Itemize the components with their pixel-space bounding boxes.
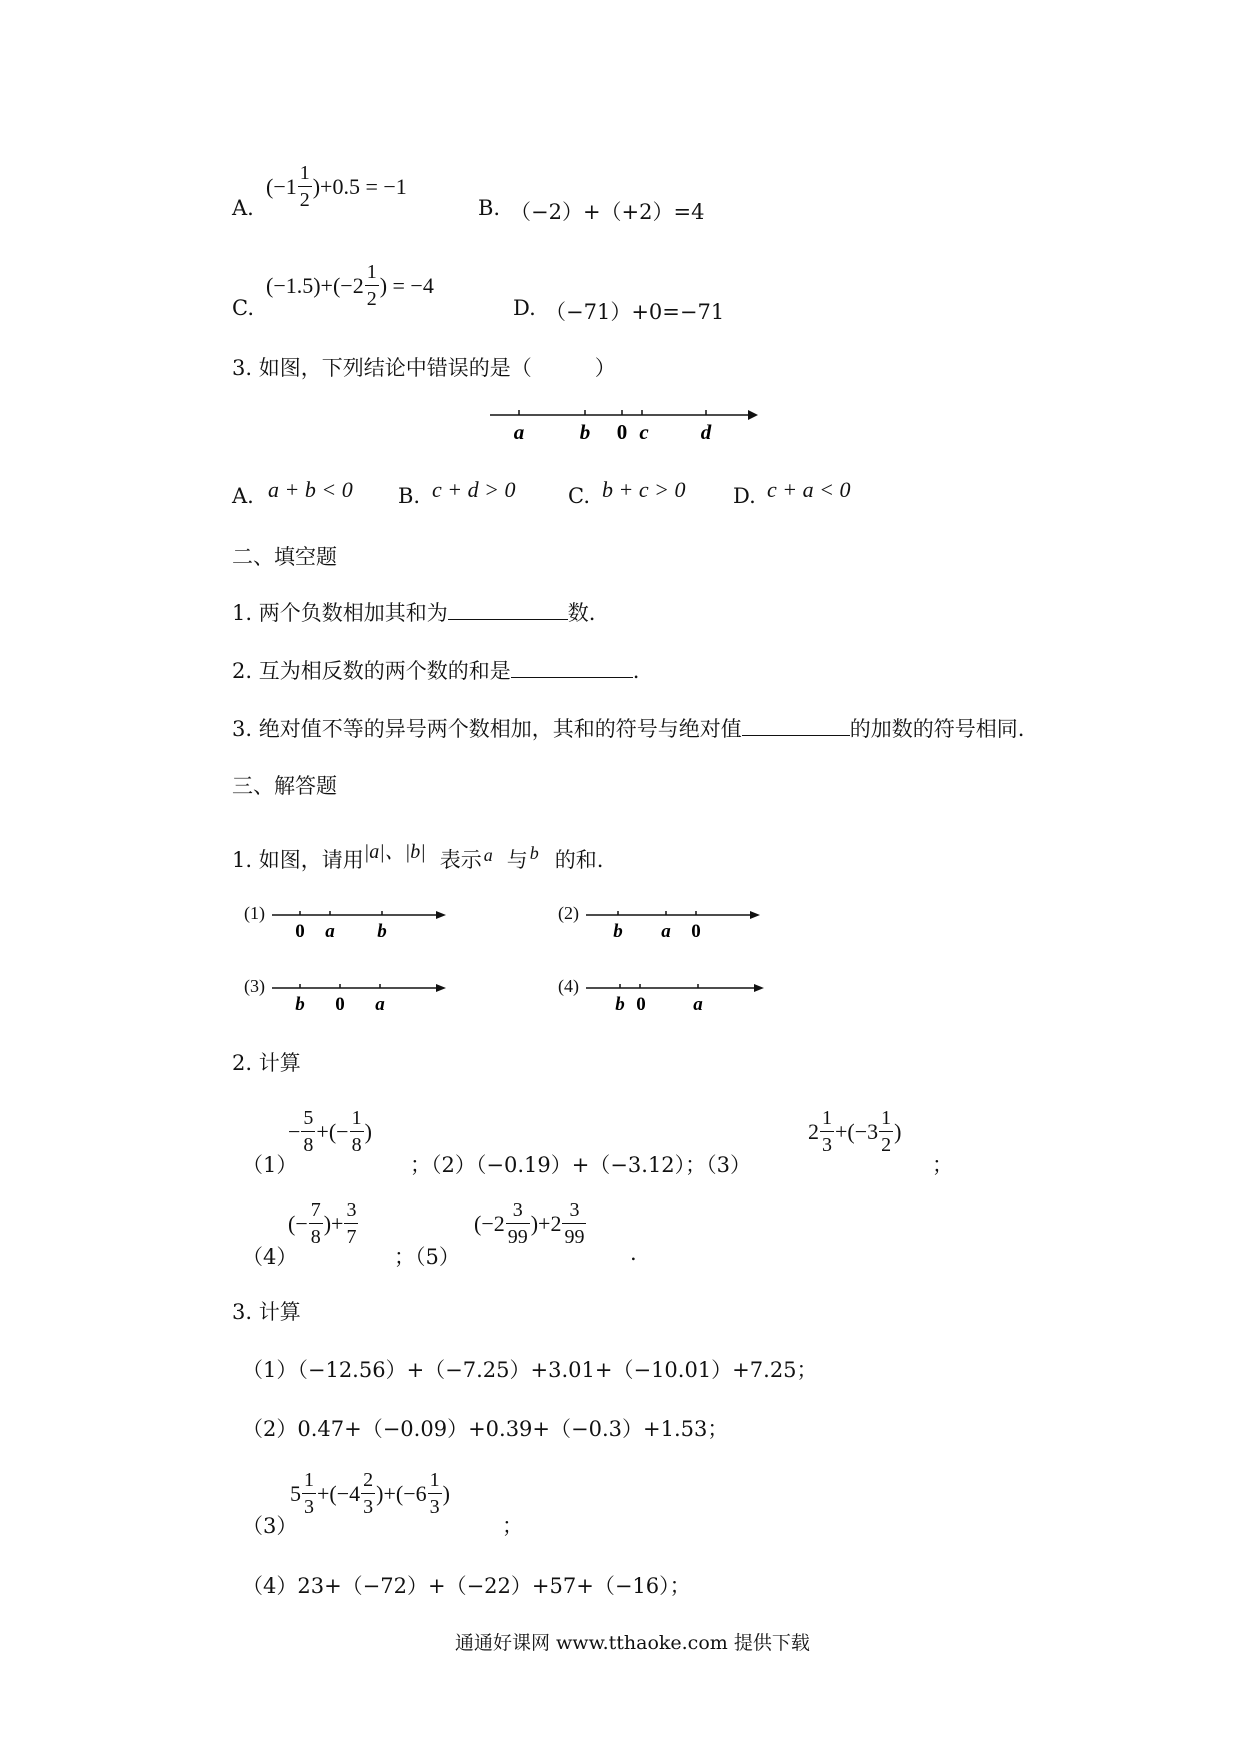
axis-label-a: a bbox=[513, 420, 525, 444]
option-a-label: A. bbox=[232, 196, 254, 220]
axis-label-b: b bbox=[613, 921, 623, 942]
number-line-4-label: (4) bbox=[558, 976, 579, 996]
q2-item-5-expression: (−2 $\frac{3}{99}$ )+2 $\frac{3}{99}$ bbox=[474, 1199, 585, 1248]
answer-blank[interactable] bbox=[742, 715, 850, 736]
q2-item-1-label: （1） bbox=[242, 1153, 298, 1177]
q3-option-d-label: D. bbox=[733, 484, 756, 508]
option-c-label: C. bbox=[232, 296, 254, 320]
solve-q3-item-3-label: （3） bbox=[242, 1514, 298, 1538]
fraction: $\frac{1}{3}$ bbox=[822, 1107, 832, 1156]
fraction: $\frac{1}{3}$ bbox=[304, 1469, 314, 1518]
expr-post: ) = −4 bbox=[379, 272, 434, 298]
q2-items-separator: ；（2）（−0.19）+（−3.12）；（3） bbox=[410, 1153, 752, 1177]
fill-q1-pre: 1. 两个负数相加其和为 bbox=[232, 601, 448, 625]
fill-question-3 bbox=[232, 713, 1024, 743]
solve-q1-post: 的和. bbox=[554, 848, 604, 872]
fraction: $\frac{3}{7}$ bbox=[346, 1199, 357, 1248]
arrow-head bbox=[750, 911, 760, 919]
option-b-label: B. bbox=[478, 196, 501, 220]
q2-item-4-expression: (− $\frac{7}{8}$ )+ $\frac{3}{7}$ bbox=[288, 1199, 357, 1248]
axis-label-0: 0 bbox=[295, 921, 305, 942]
solve-q3-item-1: （1）（−12.56）+（−7.25）+3.01+（−10.01）+7.25； bbox=[242, 1358, 818, 1382]
option-d-label: D. bbox=[513, 296, 536, 320]
solve-q3-item-2: （2）0.47+（−0.09）+0.39+（−0.3）+1.53； bbox=[242, 1417, 729, 1441]
expr-post: )+0.5 = −1 bbox=[312, 173, 407, 199]
option-c-expression bbox=[266, 262, 434, 309]
solve-q2-heading: 2. 计算 bbox=[232, 1051, 301, 1075]
q2-item-4-label: （4） bbox=[242, 1245, 298, 1269]
expr-pre: (−1 bbox=[266, 173, 297, 199]
solve-q3-item-4: （4）23+（−72）+（−22）+57+（−16）； bbox=[242, 1574, 691, 1598]
q3-option-c-expr: b + c > 0 bbox=[602, 477, 686, 502]
arrow-head bbox=[436, 984, 446, 992]
fill-heading: 二、填空题 bbox=[232, 545, 337, 569]
axis-label-0: 0 bbox=[335, 994, 345, 1015]
solve-q1-pre: 1. 如图，请用 bbox=[232, 848, 364, 872]
abs-values-expr: |a|、|b| bbox=[363, 841, 426, 863]
q2-item-3-separator: ； bbox=[932, 1153, 953, 1177]
option-d-text: （−71）+0=−71 bbox=[545, 300, 725, 324]
page-footer: 通通好课网 www.tthaoke.com 提供下载 bbox=[455, 1632, 810, 1654]
number-line-q3 bbox=[480, 400, 760, 450]
axis-label-a: a bbox=[693, 994, 703, 1015]
number-line-2-label: (2) bbox=[558, 903, 579, 923]
axis-label-a: a bbox=[325, 921, 335, 942]
q3-option-b-label: B. bbox=[398, 484, 421, 508]
axis-label-a: a bbox=[661, 921, 671, 942]
fill-q3-pre: 3. 绝对值不等的异号两个数相加，其和的符号与绝对值 bbox=[232, 717, 742, 741]
number-line-4 bbox=[584, 976, 764, 1016]
fraction: $\frac{3}{99}$ bbox=[564, 1199, 585, 1248]
axis-label-0: 0 bbox=[691, 921, 701, 942]
axis-label-b: b bbox=[377, 921, 387, 942]
solve-q1-with: 与 bbox=[506, 848, 528, 872]
option-b-text: （−2）+（+2）=4 bbox=[510, 200, 705, 224]
q3-option-a-label: A. bbox=[232, 484, 254, 508]
axis-label-a: a bbox=[375, 994, 385, 1015]
fraction: $\frac{1}{2}$ bbox=[881, 1107, 892, 1156]
q3-option-a-expr: a + b < 0 bbox=[268, 477, 353, 502]
fill-q2-post: . bbox=[632, 659, 640, 683]
q3-option-b-expr: c + d > 0 bbox=[432, 477, 516, 502]
q2-item-5-label: ；（5） bbox=[394, 1245, 460, 1269]
axis-label-d: d bbox=[700, 420, 712, 444]
arrow-head bbox=[748, 410, 758, 420]
fill-q2-pre: 2. 互为相反数的两个数的和是 bbox=[232, 659, 511, 683]
answer-blank[interactable] bbox=[511, 657, 633, 678]
solve-q3-heading: 3. 计算 bbox=[232, 1300, 301, 1324]
question-3-text: 3. 如图，下列结论中错误的是（ ） bbox=[232, 356, 616, 380]
arrow-head bbox=[436, 911, 446, 919]
answer-blank[interactable] bbox=[448, 599, 568, 620]
axis-label-b: b bbox=[615, 994, 625, 1015]
axis-label-c: c bbox=[639, 420, 649, 444]
solve-question-1 bbox=[232, 841, 604, 874]
axis-label-0: 0 bbox=[616, 420, 628, 444]
solve-heading: 三、解答题 bbox=[232, 774, 337, 798]
fill-question-1 bbox=[232, 597, 595, 627]
fraction: $\frac{2}{3}$ bbox=[363, 1469, 374, 1518]
number-line-3 bbox=[270, 976, 450, 1016]
q2-item-3-expression: 2 $\frac{1}{3}$ +(−3 $\frac{1}{2}$ ) bbox=[808, 1107, 902, 1156]
axis-label-b: b bbox=[579, 420, 591, 444]
number-line-3-label: (3) bbox=[244, 976, 265, 996]
fraction: $\frac{3}{99}$ bbox=[507, 1199, 528, 1248]
fraction: $\frac{5}{8}$ bbox=[303, 1107, 314, 1156]
expr-pre: (−1.5)+(−2 bbox=[266, 272, 364, 298]
number-line-2 bbox=[584, 903, 764, 943]
variable-b: b bbox=[529, 843, 539, 863]
option-a-expression bbox=[266, 163, 407, 210]
q2-item-5-separator: . bbox=[630, 1241, 637, 1265]
solve-q3-item-3-separator: ； bbox=[502, 1514, 523, 1538]
axis-label-0: 0 bbox=[636, 994, 646, 1015]
fraction: $\frac{1}{2}$ bbox=[366, 261, 377, 310]
fill-q1-post: 数. bbox=[567, 601, 596, 625]
number-line-1-label: (1) bbox=[244, 903, 265, 923]
solve-q1-mid: 表示 bbox=[439, 848, 482, 872]
q3-option-c-label: C. bbox=[568, 484, 590, 508]
q2-item-1-expression: − $\frac{5}{8}$ +(− $\frac{1}{8}$ ) bbox=[288, 1107, 372, 1156]
variable-a: a bbox=[483, 845, 493, 865]
fill-q3-post: 的加数的符号相同. bbox=[849, 717, 1025, 741]
axis-label-b: b bbox=[295, 994, 305, 1015]
solve-q3-item-3-expression: 5 $\frac{1}{3}$ +(−4 $\frac{2}{3}$ )+(−6 $\frac{1}{3}$ ) bbox=[290, 1469, 450, 1518]
fraction: $\frac{1}{8}$ bbox=[351, 1107, 362, 1156]
number-line-1 bbox=[270, 903, 450, 943]
fraction: $\frac{1}{3}$ bbox=[429, 1469, 440, 1518]
fill-question-2 bbox=[232, 655, 639, 685]
fraction: $\frac{1}{2}$ bbox=[299, 162, 310, 211]
q3-option-d-expr: c + a < 0 bbox=[767, 477, 851, 502]
fraction: $\frac{7}{8}$ bbox=[310, 1199, 321, 1248]
arrow-head bbox=[754, 984, 764, 992]
